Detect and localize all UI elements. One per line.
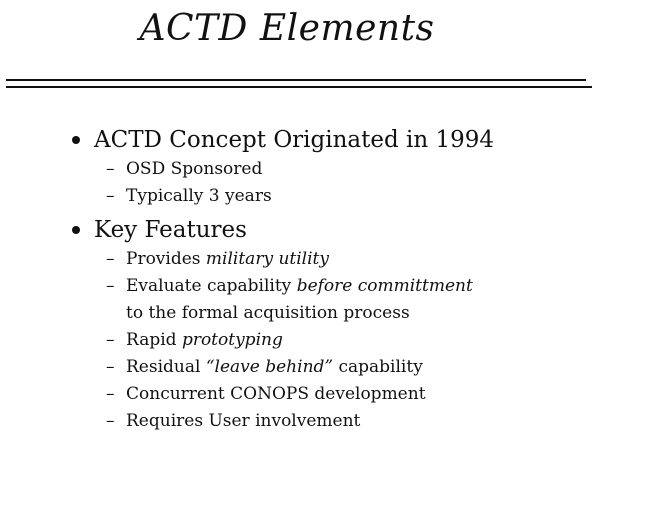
sub-bullet-text-plain: Concurrent CONOPS development: [126, 384, 426, 404]
sub-bullet-text-plain: Residual: [126, 357, 206, 377]
dash-icon: –: [106, 186, 115, 206]
sub-bullet-item: [70, 183, 630, 210]
dash-icon: –: [106, 249, 115, 269]
slide-title: ACTD Elements: [139, 8, 435, 49]
sub-bullet-text-emphasis: prototyping: [181, 330, 283, 350]
sub-bullet-text-plain: Provides: [126, 249, 206, 269]
dash-icon: –: [106, 159, 115, 179]
dash-icon: –: [106, 357, 115, 377]
sub-bullet-continuation: to the formal acquisition process: [126, 303, 410, 323]
bullet-dot-icon: [72, 136, 80, 144]
dash-icon: –: [106, 330, 115, 350]
dash-icon: –: [106, 276, 115, 296]
bullet-item: [70, 124, 630, 156]
sub-bullet-text: OSD Sponsored: [126, 159, 263, 179]
dash-icon: –: [106, 384, 115, 404]
title-underline-bottom: [6, 86, 592, 88]
bullet-list: [70, 124, 630, 435]
bullet-text: Key Features: [94, 217, 247, 243]
dash-icon: –: [106, 411, 115, 431]
sub-bullet-item: [70, 354, 630, 381]
bullet-text: ACTD Concept Originated in 1994: [94, 127, 495, 153]
sub-bullet-item: [70, 246, 630, 273]
sub-bullet-item: [70, 408, 630, 435]
sub-bullet-text-plain: Evaluate capability: [126, 276, 297, 296]
sub-bullet-item: [70, 156, 630, 183]
sub-bullet-item: [70, 327, 630, 354]
sub-bullet-item: [70, 273, 630, 327]
sub-bullet-text-emphasis: military utility: [205, 249, 329, 269]
title-underline-top: [6, 79, 586, 81]
sub-bullet-text-plain: Requires User involvement: [126, 411, 361, 431]
sub-bullet-text: Typically 3 years: [126, 186, 272, 206]
sub-bullet-text-emphasis: before committment: [296, 276, 473, 296]
bullet-dot-icon: [72, 226, 80, 234]
sub-bullet-text-plain: capability: [333, 357, 423, 377]
bullet-item: [70, 214, 630, 246]
sub-bullet-item: [70, 381, 630, 408]
sub-bullet-text-emphasis: “leave behind”: [205, 357, 334, 377]
sub-bullet-text-plain: Rapid: [126, 330, 182, 350]
